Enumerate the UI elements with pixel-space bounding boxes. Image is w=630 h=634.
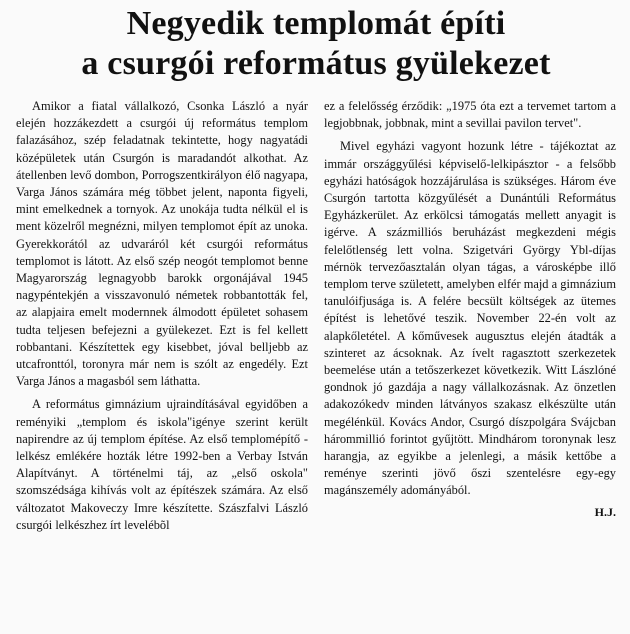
column-left <box>16 98 308 534</box>
column-right <box>324 98 616 534</box>
headline-line-1: Negyedik templomát építi <box>126 5 506 42</box>
author-signature: H.J. <box>594 504 616 519</box>
paragraph: A református gimnázium ujraindításával egyidőben a reményiki „templom és iskola"igénye szerint került napirendre az új templom építése. Az első templomépítő -lelkész emlékére hozták létre 1992-ben a Verbay István Alapítványt. A történelmi táj, az „első oskola" szomszédsága kihívás volt az építészek számára. Az első változatot Makoveczy Imre készítette. Szászfalvi László csurgói lelkészhez írt levelébõl <box>16 397 308 532</box>
paragraph: ez a felelősség érződik: „1975 óta ezt a tervemet tartom a legjobbnak, jobbnak, mint a sevillai pavilon tervet". <box>324 99 616 131</box>
article-body <box>16 98 616 534</box>
headline-line-2: a csurgói református gyülekezet <box>81 45 551 82</box>
paragraph: Amikor a fiatal vállalkozó, Csonka László a nyár elején hozzákezdett a csurgói új református templom falazásához, szép feladatnak tekintette, hogy nagyatádi középületek után Csurgón is maradandót alkothat. Az átellenben levő dombon, Porrogszentkirályon élő nagyapa, Varga János számára még többet jelent, naponta figyeli, mint emelkednek a tornyok. Az unokája tudta nélkül el is ment közelről megnézni, milyen templomot épít az unoka. Gyerekkorától az udvaráról két csurgói református templomot is látott. Az első szép neogót templomot benne Magyarország legnagyobb barokk orgonájával 1945 nagypéntekjén a visszavonuló németek robbantották fel, az alapjaira emelt modernnek álmodott épületet sohasem tudta teljesen befejezni a gyülekezet. Ezt is fel kellett robbantani. Készítettek egy kisebbet, jóval belljebb az utcafronttól, toronyra már nem is szólt az engedély. Ezt Varga János a magasból sem láthatta. <box>16 99 308 389</box>
headline <box>16 4 616 84</box>
paragraph: Mivel egyházi vagyont hozunk létre - tájékoztat az immár országgyűlési képviselő-lelkipásztor - a felsőbb egyházi hatóságok hozzájárulása is szükséges. Három éve Csurgón tartotta közgyűlését a Dunántúli Református Egyházkerület. Az erkölcsi támogatás mellett anyagit is igérve. A százmilliós beruházást megkezdeni mégis felelőtlenség lett volna. Szigetvári György Ybl-díjas mérnök tervezőasztalán olyan tágas, a városképbe illő templom terve született, amelyben elfér majd a gimnázium tanulóifjusága is. A felére becsült költségek az ütemes építést is lehetővé teszik. November 22-én volt az alapkőletétel. A kőművesek augusztus elején átadták a szinteret az ácsoknak. Az ívelt ragasztott szerkezetek beemelése után a tetőszerkezet következik. Witt Lászlóné gondnok jó gazdája a nagy vállalkozásnak. Az önzetlen adakozókedv minden látványos szakasz elkészülte után megélénkül. Kovács Andor, Csurgó díszpolgára Svájcban hárommillió forintot gyűjtött. Mindhárom toronynak lesz harangja, az egyikbe a jelenlegi, a másik kettőbe a reménye szerinti jövő őszi szentelésre egy-egy magánszemély adományából. <box>324 139 616 498</box>
